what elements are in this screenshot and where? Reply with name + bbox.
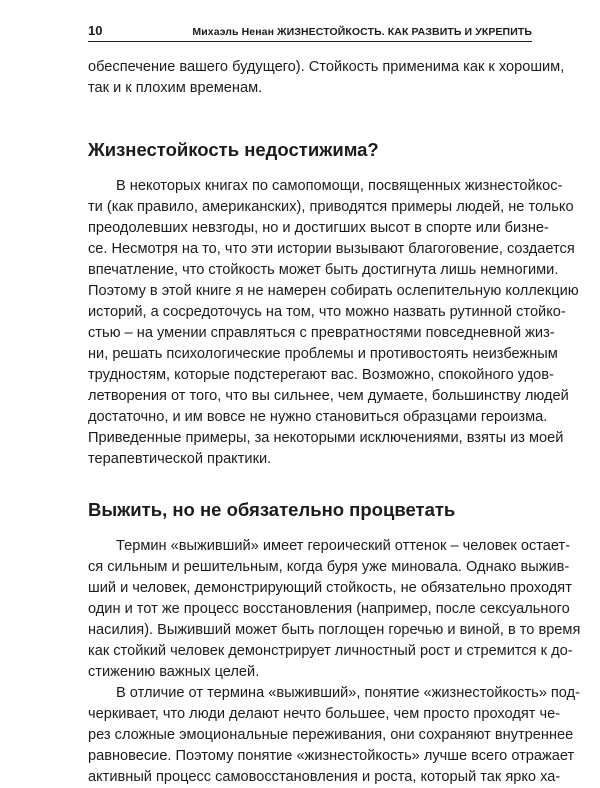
text-line: черкивает, что люди делают нечто большее, чем просто проходят че- xyxy=(88,706,561,722)
section-heading-2: Выжить, но не обязательно процветать xyxy=(88,499,456,520)
text-line: так и к плохим временам. xyxy=(88,80,263,96)
text-line: равновесие. Поэтому понятие «жизнестойкость» лучше всего отражает xyxy=(88,748,575,764)
text-line: обеспечение вашего будущего). Стойкость применима как к хорошим, xyxy=(88,59,565,75)
intro-paragraph xyxy=(88,57,565,99)
text-line: историй, а сосредоточусь на том, что можно назвать рутинной стойко- xyxy=(88,304,566,320)
text-line: В некоторых книгах по самопомощи, посвященных жизнестойкос- xyxy=(116,178,563,194)
section-2-paragraph-2 xyxy=(88,683,580,788)
text-line: преодолевших невзгоды, но и достигших высот в спорте или бизне- xyxy=(88,220,549,236)
text-line: Поэтому в этой книге я не намерен собирать ослепительную коллекцию xyxy=(88,283,579,299)
page-body xyxy=(88,57,581,788)
running-head: Михаэль Ненан ЖИЗНЕСТОЙКОСТЬ. КАК РАЗВИТЬ И УКРЕПИТЬ xyxy=(192,26,532,38)
text-line: ни, решать психологические проблемы и противостоять неизбежным xyxy=(88,346,558,362)
text-line: Термин «выживший» имеет героический оттенок – человек остает- xyxy=(116,538,571,554)
text-line: впечатление, что стойкость может быть достигнута лишь немногими. xyxy=(88,262,559,278)
text-line: стижению важных целей. xyxy=(88,664,260,680)
text-line: Приведенные примеры, за некоторыми исключениями, взяты из моей xyxy=(88,430,564,446)
text-line: ти (как правило, американских), приводятся примеры людей, не только xyxy=(88,199,574,215)
text-line: достаточно, и им вовсе не нужно становиться образцами героизма. xyxy=(88,409,548,425)
text-line: стью – на умении справляться с превратностями повседневной жиз- xyxy=(88,325,555,341)
page-number: 10 xyxy=(88,23,103,38)
text-line: как стойкий человек демонстрирует личностный рост и стремится к до- xyxy=(88,643,573,659)
text-line: насилия). Выживший может быть поглощен горечью и виной, в то время xyxy=(88,622,581,638)
text-line: ся сильным и решительным, когда буря уже миновала. Однако выжив- xyxy=(88,559,570,575)
text-line: В отличие от термина «выживший», понятие «жизнестойкость» под- xyxy=(116,685,580,701)
section-1-paragraph xyxy=(88,176,579,470)
text-line: один и тот же процесс восстановления (например, после сексуального xyxy=(88,601,570,617)
text-line: летворения от того, что вы сильнее, чем думаете, большинству людей xyxy=(88,388,569,404)
section-2-paragraph-1 xyxy=(88,536,581,683)
section-heading-1: Жизнестойкость недостижима? xyxy=(88,139,379,160)
text-line: терапевтической практики. xyxy=(88,451,272,467)
text-line: трудностям, которые подстерегают вас. Возможно, спокойного удов- xyxy=(88,367,554,383)
text-line: се. Несмотря на то, что эти истории вызывают благоговение, создается xyxy=(88,241,575,257)
text-line: активный процесс самовосстановления и роста, который так ярко ха- xyxy=(88,769,561,785)
text-line: ший и человек, демонстрирующий стойкость, не обязательно проходят xyxy=(88,580,572,596)
page-header xyxy=(88,16,532,42)
text-line: рез сложные эмоциональные переживания, они сохраняют внутреннее xyxy=(88,727,574,743)
